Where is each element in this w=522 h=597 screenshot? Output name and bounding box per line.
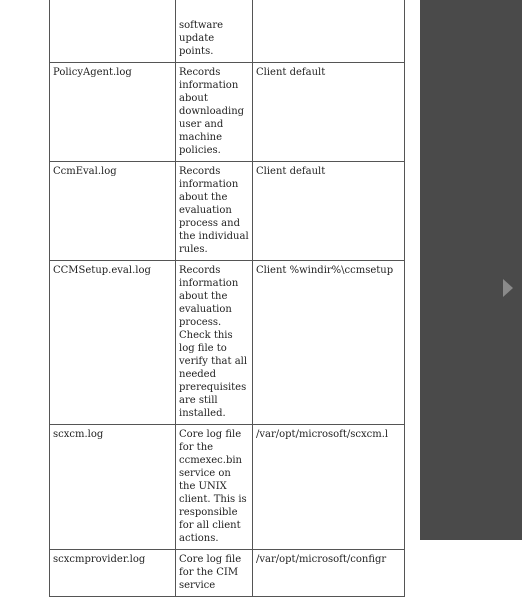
log-location-cell: Client default: [253, 162, 405, 261]
log-location-cell: Client default: [253, 63, 405, 162]
table-row: [50, 425, 405, 550]
log-location-cell: Client %windir%\ccmsetup: [253, 261, 405, 425]
chevron-right-icon[interactable]: [503, 279, 513, 297]
log-name-cell: CcmEval.log: [50, 162, 176, 261]
log-location-cell: [253, 0, 405, 63]
log-location-cell: /var/opt/microsoft/configr: [253, 550, 405, 597]
log-description-cell: Core log file for the CIM service: [176, 550, 253, 597]
log-name-cell: scxcm.log: [50, 425, 176, 550]
log-name-cell: [50, 0, 176, 63]
log-location-cell: /var/opt/microsoft/scxcm.l: [253, 425, 405, 550]
log-name-cell: scxcmprovider.log: [50, 550, 176, 597]
log-name-cell: CCMSetup.eval.log: [50, 261, 176, 425]
log-name-cell: PolicyAgent.log: [50, 63, 176, 162]
table-row: [50, 63, 405, 162]
table-row: [50, 162, 405, 261]
description-text: software update points.: [179, 20, 224, 57]
table-row: [50, 0, 405, 63]
log-description-cell: Core log file for the ccmexec.bin service on the UNIX client. This is responsible for all client actions.: [176, 425, 253, 550]
log-description-cell: Records information about the evaluation process. Check this log file to verify that all needed prerequisites are still installed.: [176, 261, 253, 425]
log-description-cell: Records information about downloading user and machine policies.: [176, 63, 253, 162]
table-row: [50, 550, 405, 597]
log-files-table: [49, 0, 405, 597]
table-row: [50, 261, 405, 425]
log-description-cell: Records information about the evaluation process and the individual rules.: [176, 162, 253, 261]
log-description-cell: [176, 0, 253, 63]
viewer-background: [420, 0, 522, 540]
